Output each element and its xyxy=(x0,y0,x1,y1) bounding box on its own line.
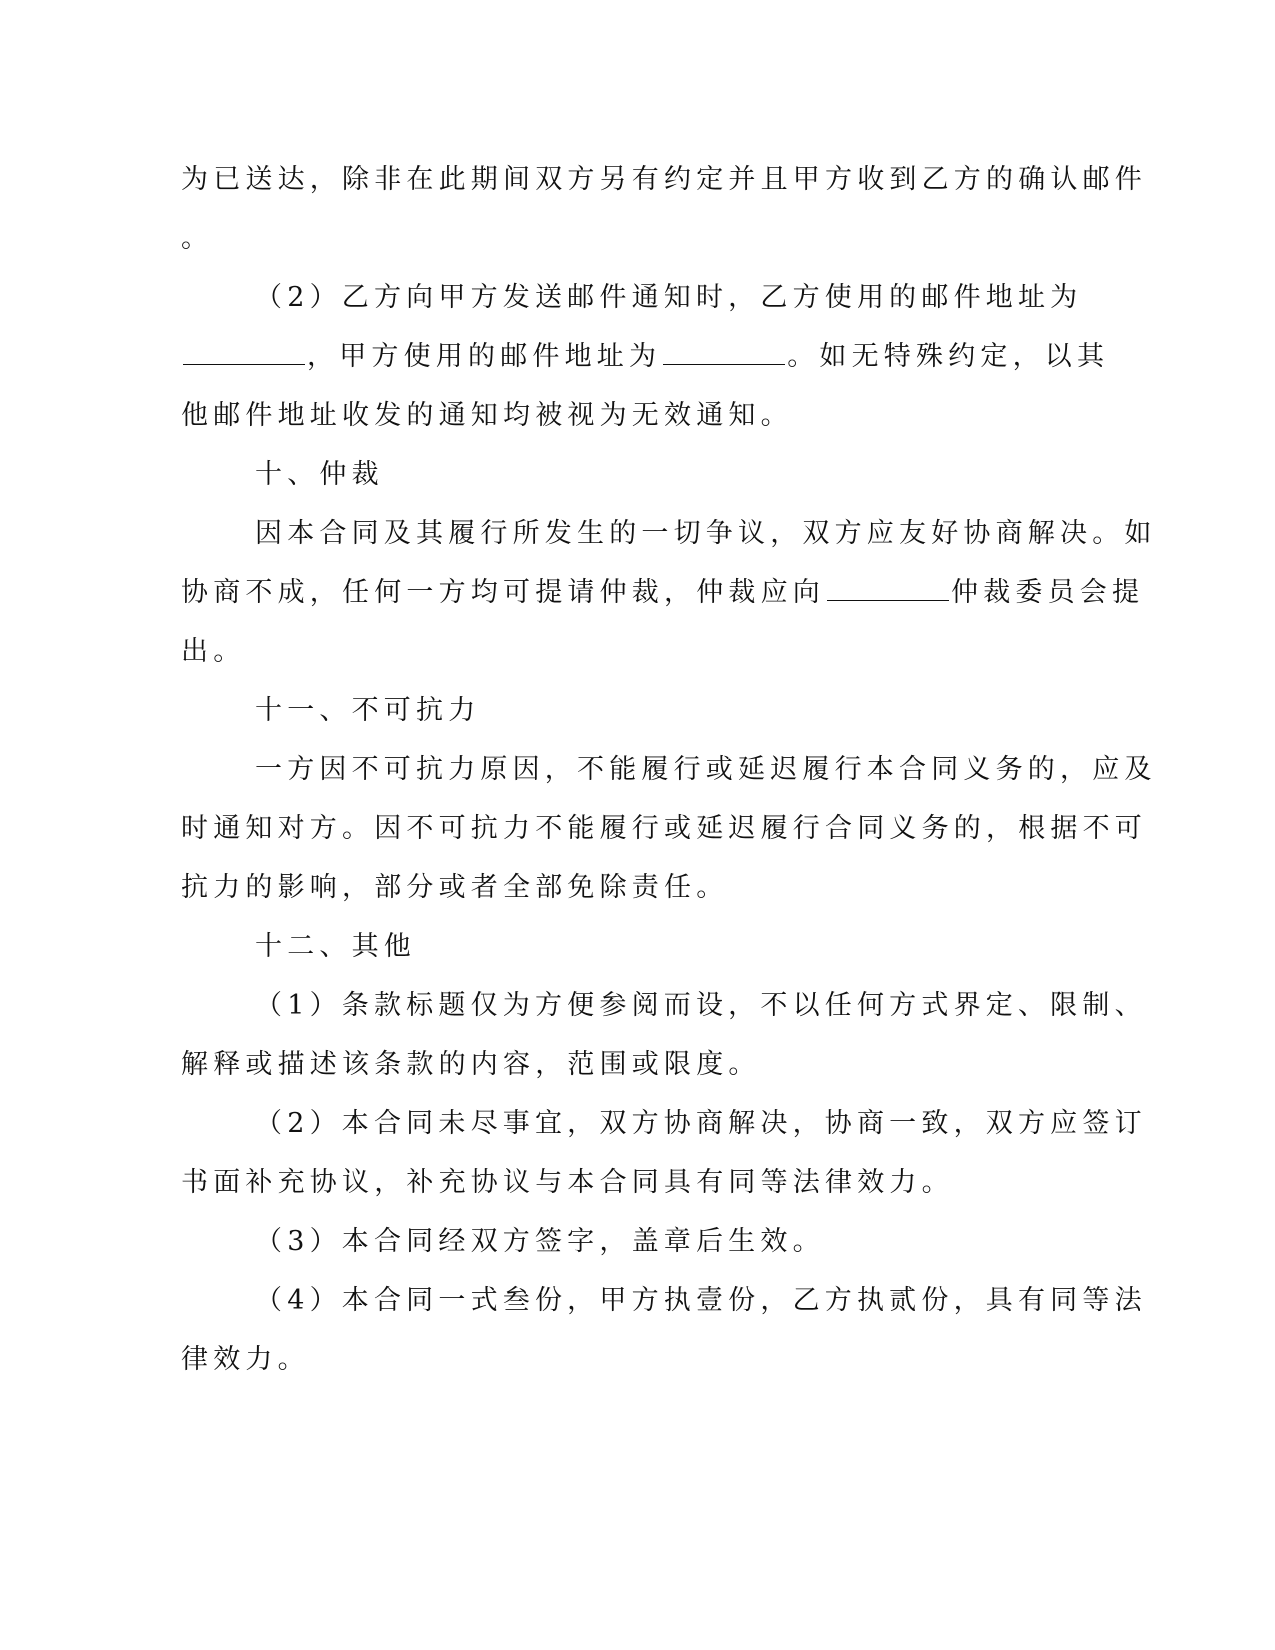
text-line: 出。 xyxy=(181,636,246,667)
section-heading-arbitration: 十、仲裁 xyxy=(255,459,384,490)
text-line: 时通知对方。因不可抗力不能履行或延迟履行合同义务的，根据不可 xyxy=(181,813,1147,844)
text-line: 因本合同及其履行所发生的一切争议，双方应友好协商解决。如 xyxy=(255,518,1157,549)
text-line: （1）条款标题仅为方便参阅而设，不以任何方式界定、限制、 xyxy=(255,990,1147,1021)
text-line: 。 xyxy=(181,223,214,254)
clause-9-2-line: （2）乙方向甲方发送邮件通知时，乙方使用的邮件地址为 xyxy=(255,282,1083,313)
text-line: （4）本合同一式叁份，甲方执壹份，乙方执贰份，具有同等法 xyxy=(255,1285,1147,1316)
text-line: 律效力。 xyxy=(181,1344,310,1375)
section-heading-force-majeure: 十一、不可抗力 xyxy=(255,695,481,726)
blank-field-party-b-email xyxy=(183,340,305,365)
text-segment: 仲裁委员会提 xyxy=(951,577,1145,608)
section-heading-other: 十二、其他 xyxy=(255,931,416,962)
text-segment: 协商不成，任何一方均可提请仲裁，仲裁应向 xyxy=(181,577,825,608)
blank-field-party-a-email xyxy=(663,340,785,365)
text-segment: ，甲方使用的邮件地址为 xyxy=(307,341,662,372)
text-line: （3）本合同经双方签字，盖章后生效。 xyxy=(255,1226,825,1257)
text-line: 解释或描述该条款的内容，范围或限度。 xyxy=(181,1049,761,1080)
text-line: 他邮件地址收发的通知均被视为无效通知。 xyxy=(181,400,793,431)
arbitration-line xyxy=(181,576,1144,610)
text-line: 抗力的影响，部分或者全部免除责任。 xyxy=(181,872,729,903)
blank-field-arbitration-commission xyxy=(827,576,949,601)
email-address-line xyxy=(181,340,1109,374)
text-line: （2）本合同未尽事宜，双方协商解决，协商一致，双方应签订 xyxy=(255,1108,1147,1139)
text-line: 为已送达，除非在此期间双方另有约定并且甲方收到乙方的确认邮件 xyxy=(181,164,1147,195)
text-line: 一方因不可抗力原因，不能履行或延迟履行本合同义务的，应及 xyxy=(255,754,1157,785)
text-line: 书面补充协议，补充协议与本合同具有同等法律效力。 xyxy=(181,1167,954,1198)
text-segment: 。如无特殊约定，以其 xyxy=(787,341,1110,372)
